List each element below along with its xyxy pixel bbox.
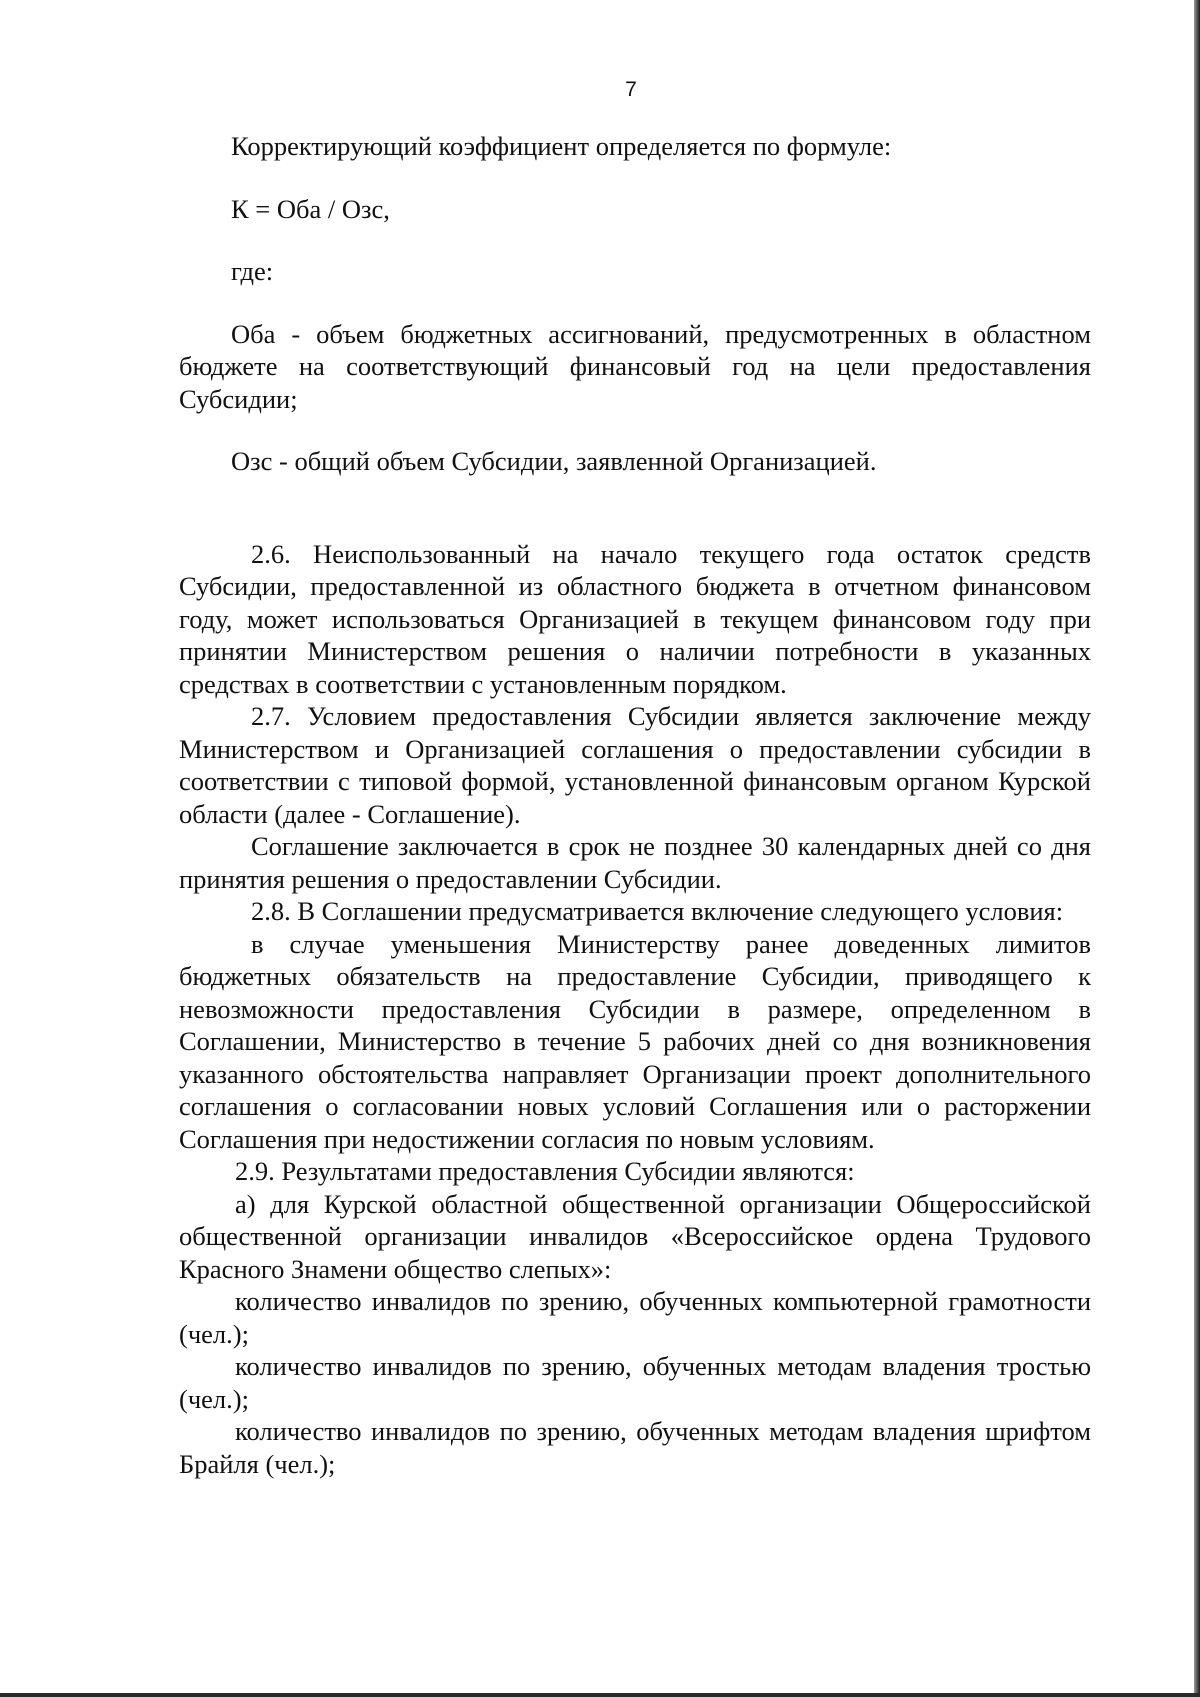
- clause-2-9: 2.9. Результатами предоставления Субсидии являются:: [235, 1156, 855, 1186]
- clause-2-6: 2.6. Неиспользованный на начало текущего года остаток средств Субсидии, предоставленной из областного бюджета в отчетном финансовом году, может использоваться Организацией в текущем финансовом году при принятии Министерством решения о наличии потребности в указанных средствах в соответствии с установленным порядком.: [179, 538, 1091, 699]
- clause-2-7: 2.7. Условием предоставления Субсидии является заключение между Министерством и Организацией соглашения о предоставлении субсидии в соответствии с типовой формой, установленной финансовым органом Курской области (далее - Соглашение).: [179, 701, 1091, 829]
- page-edge-shadow: [1194, 0, 1200, 1697]
- formula: К = Оба / Озс,: [231, 193, 390, 224]
- clause-2-8: 2.8. В Соглашении предусматривается включение следующего условия:: [251, 896, 1064, 926]
- result-computer-literacy: количество инвалидов по зрению, обученных компьютерной грамотности (чел.);: [179, 1286, 1091, 1349]
- result-cane-training: количество инвалидов по зрению, обученных методам владения тростью (чел.);: [179, 1351, 1091, 1414]
- clause-2-8-condition: в случае уменьшения Министерству ранее доведенных лимитов бюджетных обязательств на предоставление Субсидии, приводящего к невозможности предоставления Субсидии в размере, определенном в Соглашении, Министерство в течение 5 рабочих дней со дня возникновения указанного обстоятельства направляет Организации проект дополнительного соглашения о согласовании новых условий Соглашения или о расторжении Соглашения при недостижении согласия по новым условиям.: [179, 928, 1091, 1154]
- formula-where: где:: [231, 256, 274, 286]
- formula-intro: Корректирующий коэффициент определяется по формуле:: [231, 131, 892, 161]
- page-edge-bottom: [0, 1693, 1200, 1697]
- definition-oba: Оба - объем бюджетных ассигнований, предусмотренных в областном бюджете на соответствующий финансовый год на цели предоставления Субсидии;: [179, 318, 1091, 414]
- clause-2-9-a: а) для Курской областной общественной организации Общероссийской общественной организации инвалидов «Всероссийское ордена Трудового Красного Знамени общество слепых»:: [179, 1188, 1091, 1284]
- document-body: [179, 130, 1091, 1480]
- page-number: 7: [625, 78, 637, 101]
- definition-ozs: Озс - общий объем Субсидии, заявленной Организацией.: [231, 446, 877, 476]
- agreement-deadline: Соглашение заключается в срок не позднее 30 календарных дней со дня принятия решения о предоставлении Субсидии.: [179, 831, 1091, 894]
- result-braille-training: количество инвалидов по зрению, обученных методам владения шрифтом Брайля (чел.);: [179, 1416, 1091, 1479]
